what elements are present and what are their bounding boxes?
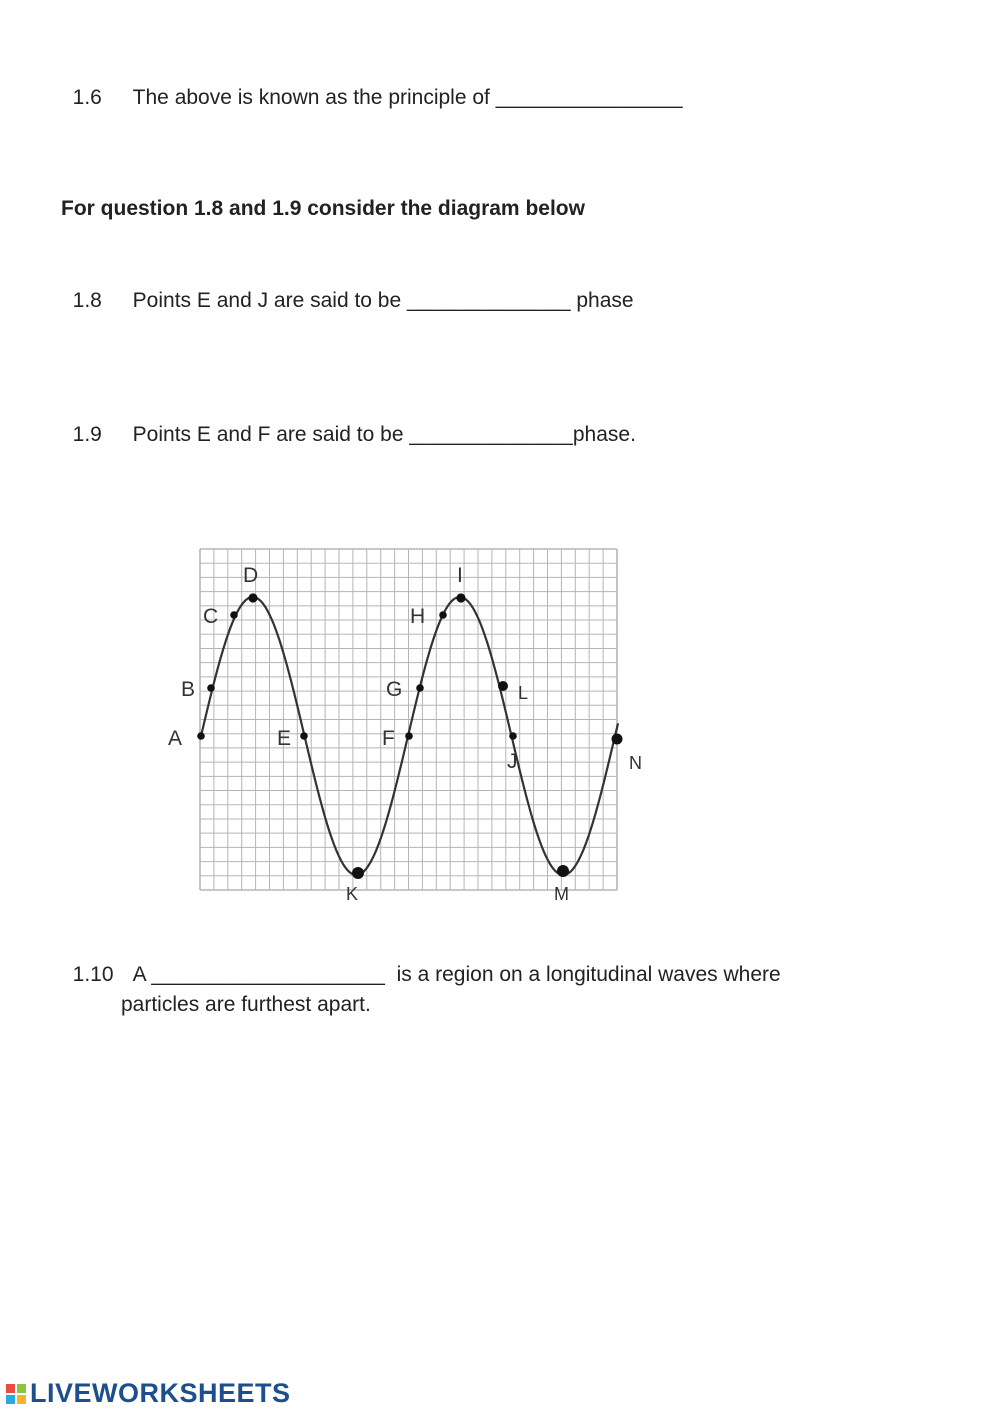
label-E: E [277,727,292,750]
question-text: The above is known as the principle of [132,86,496,109]
point-K [352,867,364,879]
point-M [557,865,569,877]
point-N [612,734,623,745]
question-1-9 [61,399,636,447]
point-E [300,732,308,740]
point-D [248,593,257,602]
liveworksheets-logo [6,1378,291,1409]
point-G [416,684,424,692]
label-N: N [629,753,642,773]
logo-text: LIVEWORKSHEETS [30,1378,291,1408]
question-text-after: phase [570,289,634,312]
label-F: F [382,727,395,750]
answer-blank-1-10[interactable]: ____________________ [151,963,385,986]
answer-blank-1-8[interactable]: ______________ [407,289,571,312]
question-1-8 [61,265,634,313]
answer-blank-1-6[interactable]: ________________ [495,86,683,109]
label-I: I [457,564,463,587]
diagram-grid [200,549,617,890]
question-number: 1.6 [72,86,102,109]
label-C: C [203,605,219,628]
question-number: 1.8 [72,289,102,312]
point-L [498,681,508,691]
question-text: Points E and F are said to be [132,423,410,446]
label-J: J [507,750,518,773]
answer-blank-1-9[interactable]: ______________ [409,423,573,446]
logo-icon [6,1384,26,1404]
label-A: A [168,727,183,750]
wave-diagram [0,540,1000,920]
point-H [439,611,447,619]
label-L: L [518,683,529,703]
question-1-6 [61,62,683,110]
point-C [230,611,238,619]
point-F [405,732,413,740]
question-number: 1.10 [72,963,114,986]
question-text: Points E and J are said to be [132,289,408,312]
diagram-instruction: For question 1.8 and 1.9 consider the diagram below [61,197,585,220]
label-H: H [410,605,426,628]
question-1-10 [61,939,781,987]
question-text: A [132,963,152,986]
point-B [207,684,215,692]
label-D: D [243,564,259,587]
label-M: M [554,884,569,904]
question-1-10-continuation: particles are furthest apart. [121,993,371,1016]
point-I [456,593,465,602]
point-A [197,732,205,740]
label-G: G [386,678,403,701]
wave-points [197,593,622,879]
point-J [509,732,517,740]
question-text-after: phase. [572,423,636,446]
label-K: K [346,884,359,904]
question-text-after: is a region on a longitudinal waves where [384,963,781,986]
label-B: B [181,678,196,701]
question-number: 1.9 [72,423,102,446]
